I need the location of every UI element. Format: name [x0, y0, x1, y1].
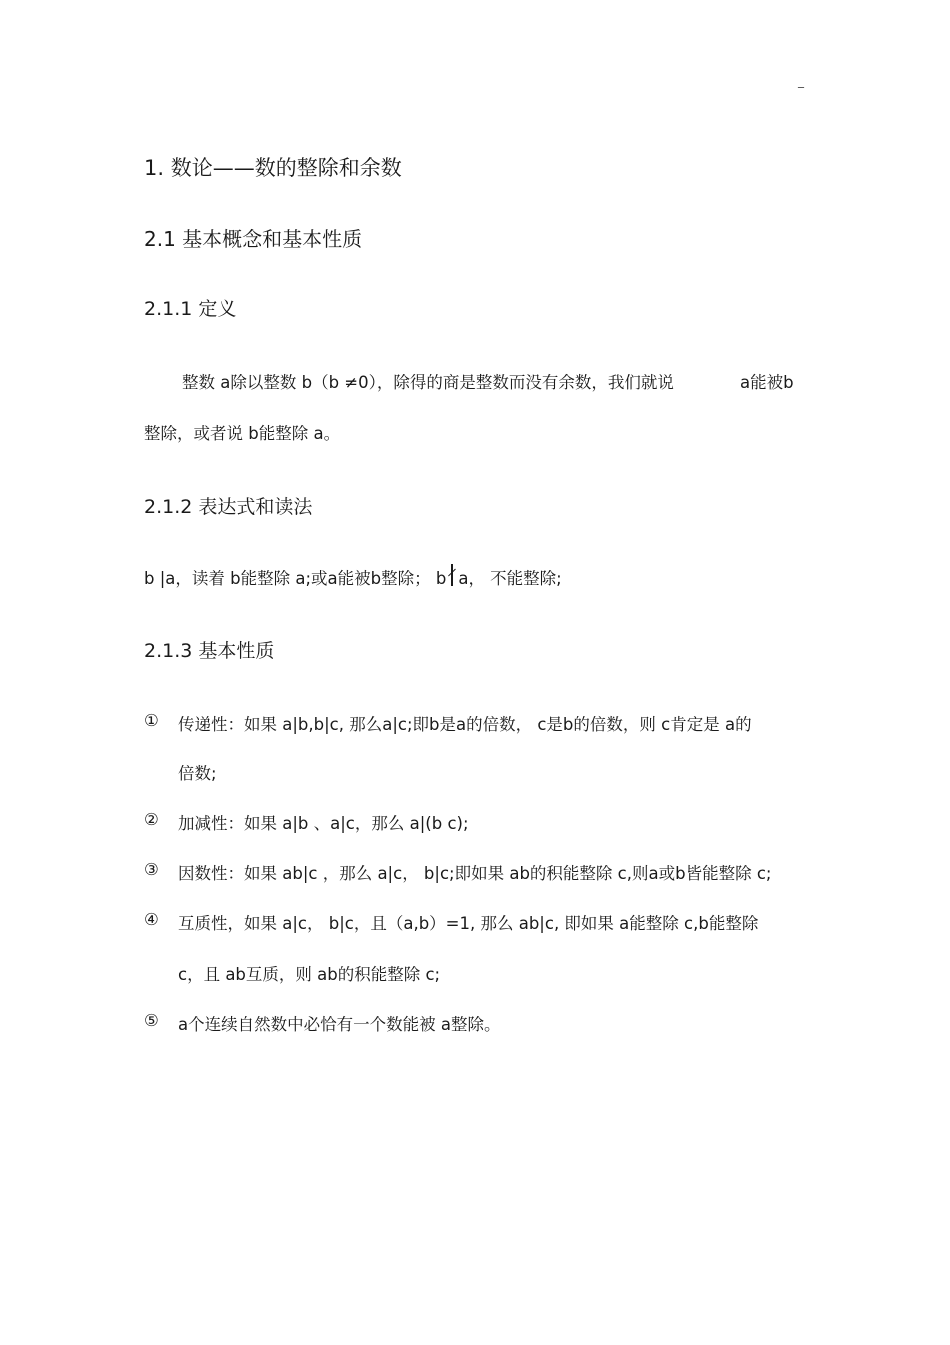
section-heading: 2.1 基本概念和基本性质 — [144, 227, 363, 251]
subsection-heading-properties: 2.1.3 基本性质 — [144, 640, 275, 662]
expression-line — [144, 565, 562, 589]
property-number-2: ② — [144, 810, 159, 829]
chapter-title: 1. 数论——数的整除和余数 — [144, 156, 402, 180]
property-2-line-1: 加减性：如果 a|b 、a|c，那么 a|(b c); — [178, 814, 469, 833]
definition-line-2: 整除，或者说 b能整除 a。 — [144, 424, 341, 443]
property-number-3: ③ — [144, 860, 159, 879]
not-divides-symbol — [446, 568, 458, 586]
property-5-line-1: a个连续自然数中必恰有一个数能被 a整除。 — [178, 1015, 501, 1034]
property-number-5: ⑤ — [144, 1011, 159, 1030]
property-1-line-2: 倍数; — [178, 764, 217, 783]
expression-part-a: b |a，读着 b能整除 a;或a能被b整除； b — [144, 569, 447, 588]
property-1-line-1: 传递性：如果 a|b,b|c, 那么a|c;即b是a的倍数， c是b的倍数，则 c肯定是 a的 — [178, 715, 752, 734]
definition-line-1: 整数 a除以整数 b（b ≠0），除得的商是整数而没有余数，我们就说 — [182, 373, 674, 392]
property-number-4: ④ — [144, 910, 159, 929]
subsection-heading-definition: 2.1.1 定义 — [144, 298, 237, 320]
definition-line-1-tail: a能被b — [740, 373, 794, 392]
subsection-heading-expression: 2.1.2 表达式和读法 — [144, 496, 313, 518]
property-3-line-1: 因数性：如果 ab|c ，那么 a|c， b|c;即如果 ab的积能整除 c,则a或b皆能整除 c; — [178, 864, 772, 883]
page-mark: _ — [798, 74, 804, 88]
property-4-line-2: c，且 ab互质，则 ab的积能整除 c; — [178, 965, 441, 984]
property-4-line-1: 互质性，如果 a|c， b|c，且（a,b）=1, 那么 ab|c, 即如果 a能整除 c,b能整除 — [178, 914, 759, 933]
property-number-1: ① — [144, 711, 159, 730]
expression-part-b: a， 不能整除; — [458, 569, 562, 588]
